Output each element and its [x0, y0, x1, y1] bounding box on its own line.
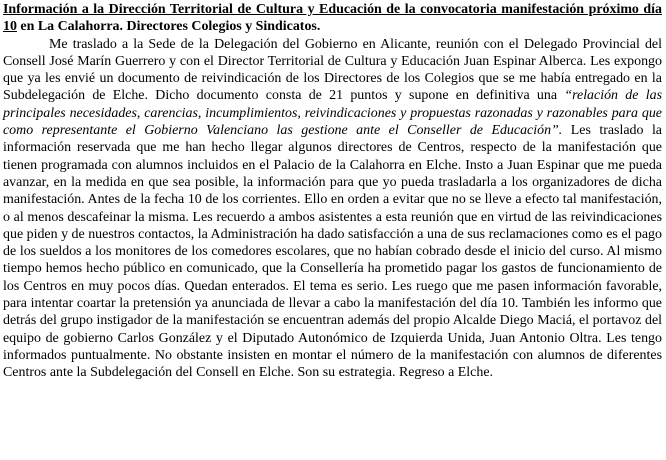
body-paragraph — [3, 36, 662, 382]
document-heading — [3, 1, 662, 36]
body-text-part-2: Les traslado la información reservada que me han hecho llegar algunos directores de Centros, respecto de la manifestación que tienen programada con alumnos incluidos en el Palacio de la Calahorra en Elche. Insto a Juan Espinar que me pueda avanzar, en la medida en que sea posible, la información para que yo pueda trasladarla a los organizadores de dicha manifestación. Antes de la fecha 10 de los corrientes. Ello en orden a evitar que no se lleve a efecto tal manifestación, o al menos descafeinar la misma. Les recuerdo a ambos asistentes a esta reunión que en virtud de las reivindicaciones que piden y de nuestros contactos, la Administración ha dado satisfacción a una de sus reclamaciones como es el pago de los sueldos a los monitores de los comedores escolares, que no habían cobrado desde el inicio del curso. Al mismo tiempo hemos hecho público en comunicado, que la Consellería ha prometido pagar los gastos de funcionamiento de los Centros en muy pocos días. Quedan enterados. El tema es serio. Les ruego que me pasen información favorable, para intentar coartar la pretensión ya anunciada de llevar a cabo la manifestación del día 10. También les informo que detrás del grupo instigador de la manifestación se encuentran además del propio Alcalde Diego Maciá, el portavoz del equipo de gobierno Carlos González y el Diputado Autonómico de Izquierda Unida, Juan Antonio Oltra. Les tengo informados puntualmente. No obstante insisten en montar el número de la manifestación con alumnos de diferentes Centros ante la Subdelegación del Consell en Elche. Son su estrategia. Regreso a Elche. — [3, 123, 662, 381]
body-text-part-1: Me traslado a la Sede de la Delegación del Gobierno en Alicante, reunión con el Delegado Provincial del Consell José Marín Guerrero y con el Director Territorial de Cultura y Educación Juan Espinar Alberca. Les expongo que ya les envié un documento de reivindicación de los Directores de los Colegios que se me había entregado en la Subdelegación de Elche. Dicho documento consta de 21 puntos y supone en definitiva una — [3, 36, 662, 104]
heading-rest-text: en La Calahorra. Directores Colegios y Sindicatos. — [16, 19, 321, 35]
heading-underlined-text: Información a la Dirección Territorial de Cultura y Educación de la convocatoria manifestación próximo día 10 — [3, 2, 662, 35]
body-quote: “relación de las principales necesidades, carencias, incumplimientos, reivindicaciones y propuestas razonadas y razonables para que como representante el Gobierno Valenciano las gestione ante el Conseller de Educación”. — [3, 88, 663, 139]
